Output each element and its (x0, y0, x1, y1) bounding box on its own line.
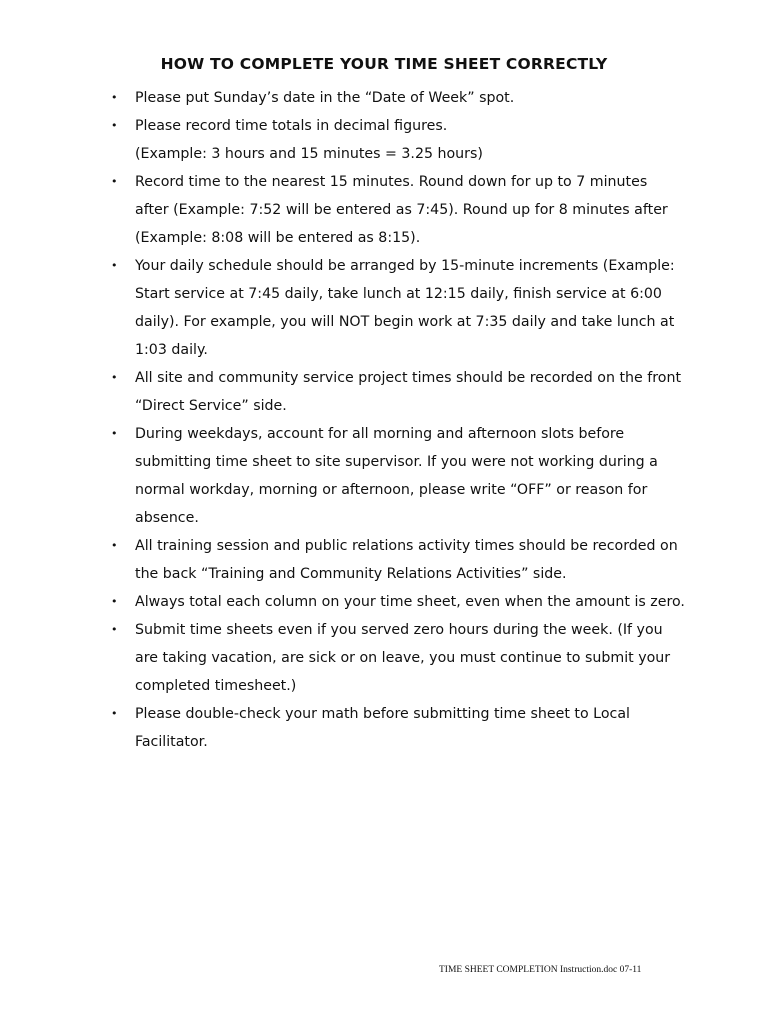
list-item-text-line: Always total each column on your time sheet, even when the amount is zero. (135, 594, 685, 610)
list-item-text-line: after (Example: 7:52 will be entered as 7:45). Round up for 8 minutes after (135, 202, 668, 218)
list-item-text-line: completed timesheet.) (135, 678, 297, 694)
list-item-text-line: During weekdays, account for all morning and afternoon slots before (135, 426, 625, 442)
list-item (108, 616, 671, 700)
list-item (108, 588, 685, 616)
list-item-text-line: All training session and public relations activity times should be recorded on (135, 538, 678, 554)
bullet-icon: • (111, 371, 118, 384)
list-item-text-line: (Example: 3 hours and 15 minutes = 3.25 hours) (135, 146, 483, 162)
list-item-text-line: Start service at 7:45 daily, take lunch at 12:15 daily, finish service at 6:00 (135, 286, 662, 302)
list-item (108, 252, 675, 364)
list-item-text-line: submitting time sheet to site supervisor. If you were not working during a (135, 454, 658, 470)
list-item (108, 364, 682, 420)
list-item-text-line: Record time to the nearest 15 minutes. Round down for up to 7 minutes (135, 174, 648, 190)
bullet-icon: • (111, 91, 118, 104)
list-item-text-line: are taking vacation, are sick or on leave, you must continue to submit your (135, 650, 671, 666)
list-item-text-line: “Direct Service” side. (135, 398, 287, 414)
list-item-text-line: absence. (135, 510, 199, 526)
bullet-icon: • (111, 623, 118, 636)
list-item-text-line: normal workday, morning or afternoon, please write “OFF” or reason for (135, 482, 648, 498)
list-item (108, 532, 678, 588)
list-item (108, 700, 668, 756)
list-item (108, 420, 668, 532)
list-item-text-line: the back “Training and Community Relations Activities” side. (135, 566, 567, 582)
footer-filename: TIME SHEET COMPLETION Instruction.doc 07-11 (439, 965, 642, 975)
list-item (108, 84, 668, 112)
list-item-text-line: Submit time sheets even if you served zero hours during the week. (If you (135, 622, 663, 638)
list-item-text-line: 1:03 daily. (135, 342, 208, 358)
bullet-icon: • (111, 427, 118, 440)
list-item-text-line: Your daily schedule should be arranged by 15-minute increments (Example: (135, 258, 675, 274)
bullet-icon: • (111, 175, 118, 188)
list-item-text-line: Please record time totals in decimal figures. (135, 118, 448, 134)
list-item-text-line: All site and community service project times should be recorded on the front (135, 370, 682, 386)
bullet-icon: • (111, 119, 118, 132)
bullet-icon: • (111, 259, 118, 272)
page-title: HOW TO COMPLETE YOUR TIME SHEET CORRECTLY (160, 55, 608, 73)
list-item (108, 112, 668, 168)
list-item (108, 168, 668, 252)
list-item-text-line: Please double-check your math before submitting time sheet to Local (135, 706, 630, 722)
bullet-icon: • (111, 707, 118, 720)
instruction-list (108, 84, 685, 756)
bullet-icon: • (111, 595, 118, 608)
list-item-text-line: daily). For example, you will NOT begin work at 7:35 daily and take lunch at (135, 314, 675, 330)
list-item-text-line: Please put Sunday’s date in the “Date of Week” spot. (135, 90, 515, 106)
list-item-text-line: (Example: 8:08 will be entered as 8:15). (135, 230, 421, 246)
list-item-text-line: Facilitator. (135, 734, 208, 750)
bullet-icon: • (111, 539, 118, 552)
